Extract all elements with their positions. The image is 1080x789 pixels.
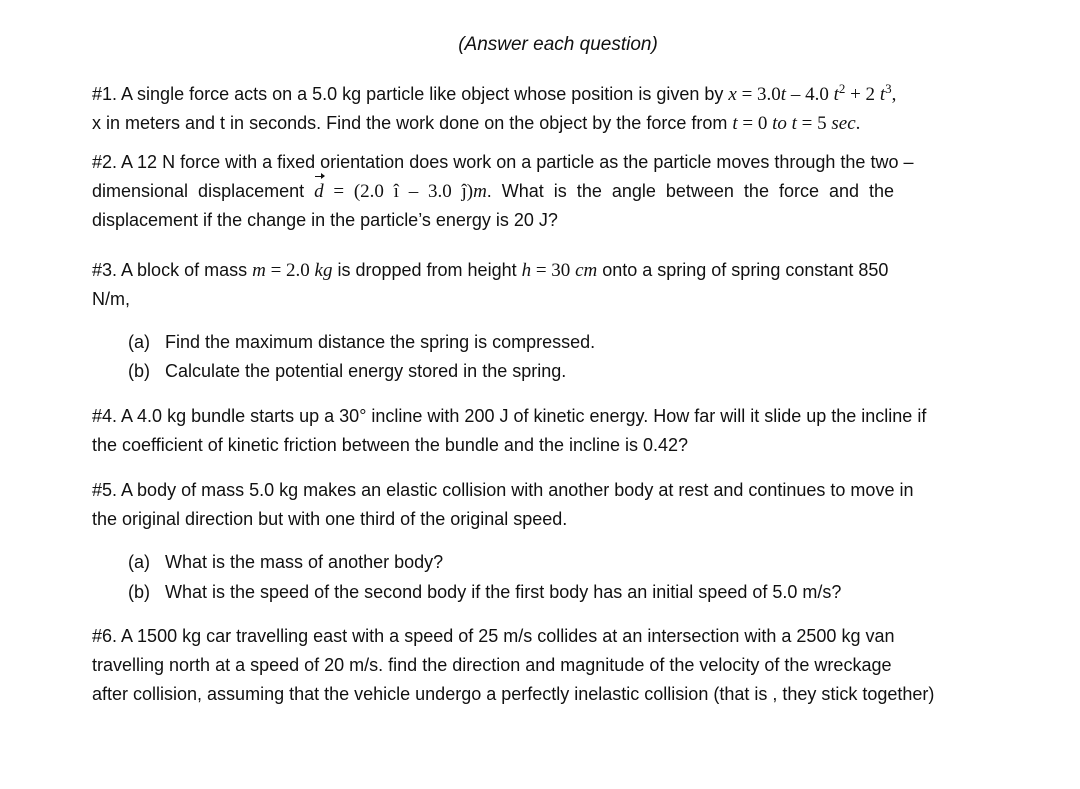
question-5-part-b: (b) What is the speed of the second body if the first body has an initial speed of 5.0 m/s? — [128, 582, 842, 602]
question-2-line-1: #2. A 12 N force with a fixed orientation does work on a particle as the particle moves through the two – — [92, 152, 914, 172]
question-4-line-1: #4. A 4.0 kg bundle starts up a 30° incline with 200 J of kinetic energy. How far will it slide up the incline if — [92, 406, 927, 426]
page-title: (Answer each question) — [458, 34, 658, 55]
question-6-line-3: after collision, assuming that the vehicle undergo a perfectly inelastic collision (that is , they stick together) — [92, 684, 935, 704]
question-5 — [92, 476, 1026, 534]
question-2-line-3: displacement if the change in the particle’s energy is 20 J? — [92, 210, 558, 230]
question-1 — [92, 74, 1026, 138]
question-3-part-a: (a) Find the maximum distance the spring is compressed. — [128, 332, 596, 352]
question-5-line-1: #5. A body of mass 5.0 kg makes an elastic collision with another body at rest and continues to move in — [92, 480, 914, 500]
question-4 — [92, 402, 1026, 460]
question-1-line-1: #1. A single force acts on a 5.0 kg particle like object whose position is given by x = 3.0t – 4.0 $t^2 + 2$ $t^3$, — [92, 81, 897, 105]
question-5-part-a: (a) What is the mass of another body? — [128, 552, 444, 572]
question-6-line-2: travelling north at a speed of 20 m/s. find the direction and magnitude of the velocity of the wreckage — [92, 655, 892, 675]
question-2-line-2: dimensional displacement d = (2.0 î – 3.0 ĵ)m. What is the angle between the force and the — [92, 177, 1026, 206]
question-2 — [92, 148, 1026, 235]
question-3 — [92, 256, 1026, 314]
question-4-line-2: the coefficient of kinetic friction between the bundle and the incline is 0.42? — [92, 435, 689, 455]
question-3-line-1: #3. A block of mass m = 2.0 kg is dropped from height h = 30 cm onto a spring of spring constant 850 — [92, 260, 889, 281]
question-1-line-2: x in meters and t in seconds. Find the work done on the object by the force from t = 0 to t = 5 sec. — [92, 113, 861, 134]
question-3-line-2: N/m, — [92, 289, 130, 309]
question-6-line-1: #6. A 1500 kg car travelling east with a speed of 25 m/s collides at an intersection with a 2500 kg van — [92, 626, 895, 646]
displacement-vector-symbol: d — [314, 177, 324, 206]
question-5-line-2: the original direction but with one third of the original speed. — [92, 509, 568, 529]
question-3-part-b: (b) Calculate the potential energy stored in the spring. — [128, 361, 567, 381]
question-6 — [92, 622, 1026, 709]
